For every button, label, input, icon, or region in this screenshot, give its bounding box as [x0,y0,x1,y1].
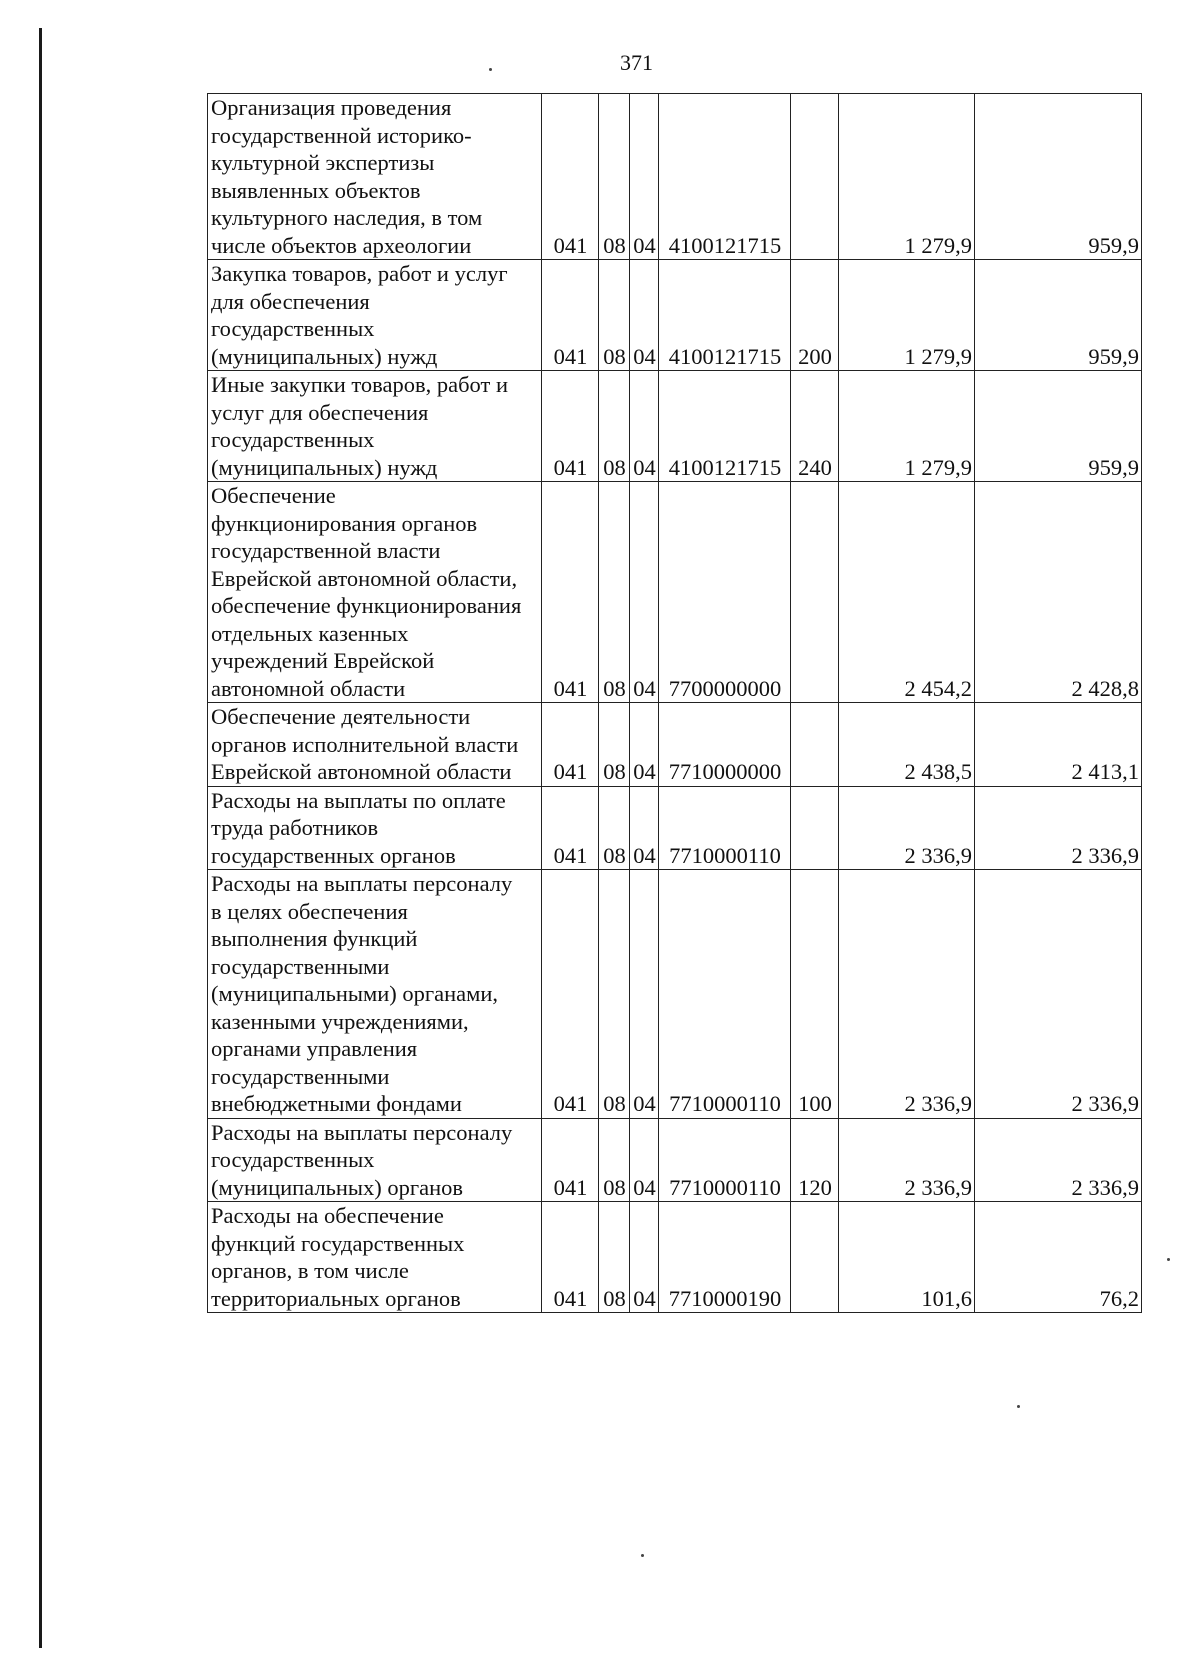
section-code-cell: 08 [599,703,630,787]
amount-second-cell: 2 413,1 [975,703,1142,787]
target-article-cell: 7710000000 [659,703,791,787]
ministry-code-cell: 041 [542,482,599,703]
table-row [208,1202,1142,1313]
subsection-code-cell: 04 [630,94,659,260]
section-code-cell: 08 [599,260,630,371]
amount-second-cell: 76,2 [975,1202,1142,1313]
amount-first-cell: 101,6 [839,1202,975,1313]
section-code-cell: 08 [599,870,630,1119]
expense-type-cell [791,482,839,703]
subsection-code-cell: 04 [630,371,659,482]
ministry-code-cell: 041 [542,703,599,787]
section-code-cell: 08 [599,1202,630,1313]
row-name-cell: Расходы на выплаты персоналу государственных (муниципальных) органов [208,1118,542,1202]
table-row [208,786,1142,870]
section-code-cell: 08 [599,1118,630,1202]
expense-type-cell: 120 [791,1118,839,1202]
expense-type-cell [791,786,839,870]
amount-first-cell: 1 279,9 [839,94,975,260]
ministry-code-cell: 041 [542,94,599,260]
target-article-cell: 7710000110 [659,1118,791,1202]
scan-speck [489,68,492,71]
expense-type-cell [791,1202,839,1313]
page-number: 371 [620,50,653,75]
row-name-cell: Обеспечение деятельности органов исполнительной власти Еврейской автономной области [208,703,542,787]
amount-first-cell: 2 454,2 [839,482,975,703]
target-article-cell: 7700000000 [659,482,791,703]
target-article-cell: 7710000110 [659,870,791,1119]
amount-first-cell: 2 336,9 [839,870,975,1119]
subsection-code-cell: 04 [630,1118,659,1202]
amount-second-cell: 959,9 [975,260,1142,371]
subsection-code-cell: 04 [630,482,659,703]
ministry-code-cell: 041 [542,1202,599,1313]
amount-first-cell: 2 336,9 [839,786,975,870]
ministry-code-cell: 041 [542,1118,599,1202]
row-name-cell: Иные закупки товаров, работ и услуг для обеспечения государственных (муниципальных) нужд [208,371,542,482]
row-name-cell: Расходы на обеспечение функций государственных органов, в том числе территориальных органов [208,1202,542,1313]
expense-type-cell: 100 [791,870,839,1119]
table-row [208,870,1142,1119]
row-name-cell: Обеспечение функционирования органов государственной власти Еврейской автономной области, обеспечение функционирования отдельных казенных учреждений Еврейской автономной области [208,482,542,703]
scan-speck [1017,1405,1020,1408]
binding-edge-line [39,28,42,1648]
table-row [208,482,1142,703]
ministry-code-cell: 041 [542,870,599,1119]
budget-table-body [208,94,1142,1313]
expense-type-cell [791,94,839,260]
subsection-code-cell: 04 [630,1202,659,1313]
expense-type-cell [791,703,839,787]
subsection-code-cell: 04 [630,786,659,870]
amount-first-cell: 2 438,5 [839,703,975,787]
row-name-cell: Закупка товаров, работ и услуг для обеспечения государственных (муниципальных) нужд [208,260,542,371]
ministry-code-cell: 041 [542,260,599,371]
section-code-cell: 08 [599,371,630,482]
row-name-cell: Расходы на выплаты по оплате труда работников государственных органов [208,786,542,870]
table-row [208,94,1142,260]
row-name-cell: Организация проведения государственной историко- культурной экспертизы выявленных объектов культурного наследия, в том числе объектов археологии [208,94,542,260]
amount-first-cell: 1 279,9 [839,371,975,482]
amount-first-cell: 2 336,9 [839,1118,975,1202]
expense-type-cell: 200 [791,260,839,371]
section-code-cell: 08 [599,94,630,260]
ministry-code-cell: 041 [542,371,599,482]
subsection-code-cell: 04 [630,260,659,371]
target-article-cell: 4100121715 [659,371,791,482]
subsection-code-cell: 04 [630,703,659,787]
target-article-cell: 7710000190 [659,1202,791,1313]
table-row [208,371,1142,482]
amount-second-cell: 2 336,9 [975,786,1142,870]
target-article-cell: 4100121715 [659,260,791,371]
section-code-cell: 08 [599,482,630,703]
row-name-cell: Расходы на выплаты персоналу в целях обеспечения выполнения функций государственными (муниципальными) органами, казенными учреждениями, органами управления государственными внебюджетными фондами [208,870,542,1119]
subsection-code-cell: 04 [630,870,659,1119]
table-row [208,260,1142,371]
amount-second-cell: 2 428,8 [975,482,1142,703]
amount-second-cell: 2 336,9 [975,870,1142,1119]
amount-first-cell: 1 279,9 [839,260,975,371]
table-row [208,1118,1142,1202]
amount-second-cell: 959,9 [975,371,1142,482]
expense-type-cell: 240 [791,371,839,482]
amount-second-cell: 959,9 [975,94,1142,260]
target-article-cell: 7710000110 [659,786,791,870]
scan-speck [641,1554,644,1557]
target-article-cell: 4100121715 [659,94,791,260]
budget-table [207,93,1142,1313]
ministry-code-cell: 041 [542,786,599,870]
scan-speck [1167,1258,1170,1261]
amount-second-cell: 2 336,9 [975,1118,1142,1202]
table-row [208,703,1142,787]
section-code-cell: 08 [599,786,630,870]
